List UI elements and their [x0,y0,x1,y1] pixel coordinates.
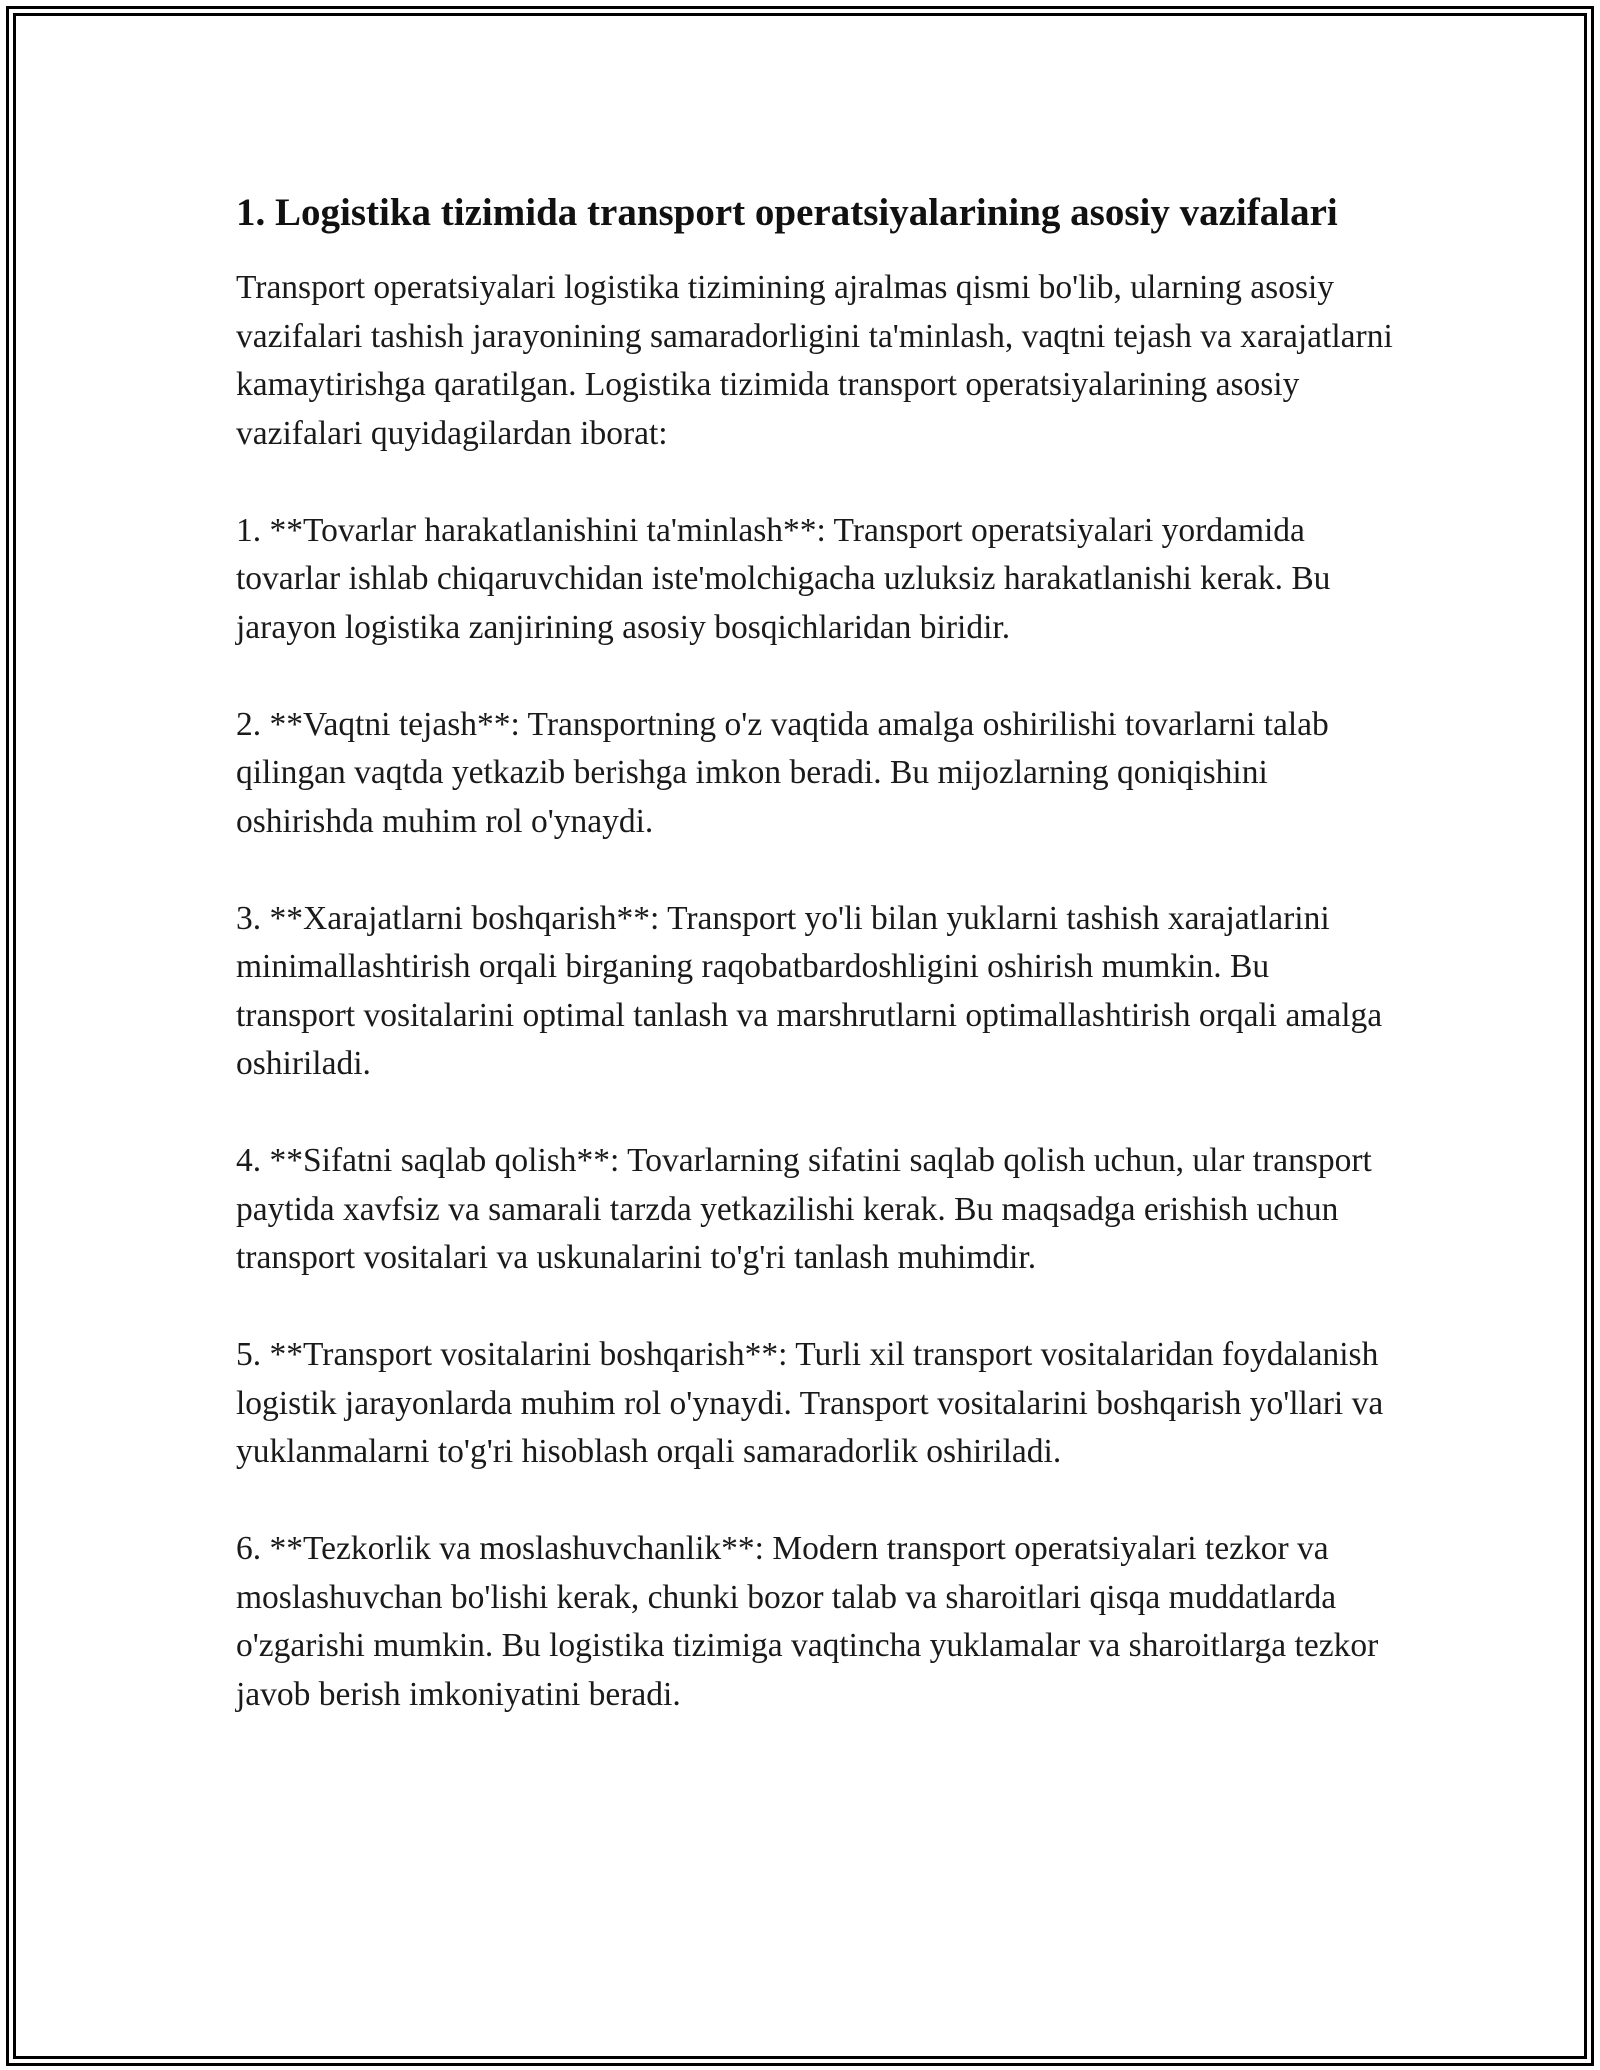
list-item-3: 3. **Xarajatlarni boshqarish**: Transport yo'li bilan yuklarni tashish xarajatlarini minimallashtirish orqali birganing raqobatbardoshligini oshirish mumkin. Bu transport vositalarini optimal tanlash va marshrutlarni optimallashtirish orqali amalga oshiriladi. [236,899,1383,1082]
section-heading: 1. Logistika tizimida transport operatsiyalarining asosiy vazifalari [236,191,1338,234]
list-item-1: 1. **Tovarlar harakatlanishini ta'minlash**: Transport operatsiyalari yordamida tovarlar ishlab chiqaruvchidan iste'molchigacha uzluksiz harakatlanishi kerak. Bu jarayon logistika zanjirining asosiy bosqichlaridan biridir. [236,511,1331,646]
intro-paragraph: Transport operatsiyalari logistika tizimining ajralmas qismi bo'lib, ularning asosiy vazifalari tashish jarayonining samaradorligini ta'minlash, vaqtni tejash va xarajatlarni kamaytirishga qaratilgan. Logistika tizimida transport operatsiyalarining asosiy vazifalari quyidagilardan iborat: [236,269,1393,452]
list-item-2: 2. **Vaqtni tejash**: Transportning o'z vaqtida amalga oshirilishi tovarlarni talab qilingan vaqtda yetkazib berishga imkon beradi. Bu mijozlarning qoniqishini oshirishda muhim rol o'ynaydi. [236,705,1329,840]
list-item-6: 6. **Tezkorlik va moslashuvchanlik**: Modern transport operatsiyalari tezkor va moslashuvchan bo'lishi kerak, chunki bozor talab va sharoitlari qisqa muddatlarda o'zgarishi mumkin. Bu logistika tizimiga vaqtincha yuklamalar va sharoitlarga tezkor javob berish imkoniyatini beradi. [236,1530,1379,1713]
list-item-5: 5. **Transport vositalarini boshqarish**: Turli xil transport vositalaridan foydalanish logistik jarayonlarda muhim rol o'ynaydi. Transport vositalarini boshqarish yo'llari va yuklanmalarni to'g'ri hisoblash orqali samaradorlik oshiriladi. [236,1336,1384,1470]
list-item-4: 4. **Sifatni saqlab qolish**: Tovarlarning sifatini saqlab qolish uchun, ular transport paytida xavfsiz va samarali tarzda yetkazilishi kerak. Bu maqsadga erishish uchun transport vositalari va uskunalarini to'g'ri tanlash muhimdir. [236,1142,1372,1276]
document-body [236,186,1396,1768]
